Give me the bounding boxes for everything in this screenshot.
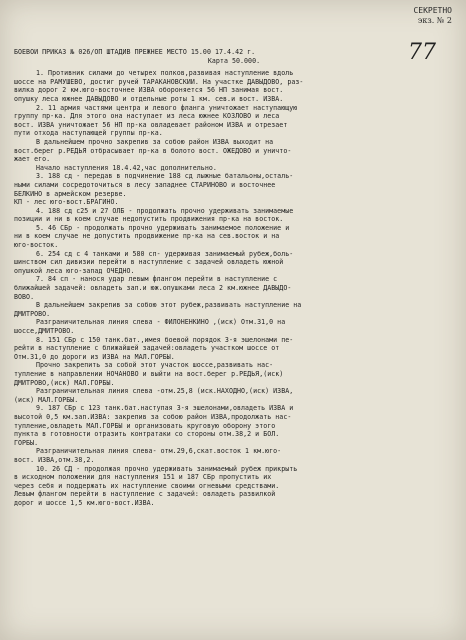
text-line: вост. ИЗВА,отм.38,2.	[14, 455, 95, 464]
stamp-label: СЕКРЕТНО	[413, 6, 452, 15]
text-line: КП - лес юго-вост.БРАГИНО.	[14, 198, 119, 207]
text-line: дорог и шоссе 1,5 км.юго-вост.ИЗВА.	[14, 498, 155, 507]
text-line: вост. ИЗВА уничтожает 56 НП пр-ка овладевает районом ИЗВА и отрезает	[14, 120, 288, 129]
text-line: позиции и ни в коем случае недопустить продвижения пр-ка на восток.	[14, 215, 284, 224]
text-line: юго-восток.	[14, 241, 59, 250]
text-line: шинством сил дивизии перейти в наступление с задачей овладеть южной	[14, 258, 284, 267]
text-line: группу пр-ка. Для этого она наступает из леса южнее КОЗЛОВО и леса	[14, 112, 280, 121]
text-line: ДМИТРОВО,(иск) МАЛ.ГОРБЫ.	[14, 378, 115, 387]
order-paragraph	[14, 361, 454, 387]
text-line: В дальнейшем прочно закрепив за собою район ИЗВА выходит на	[36, 137, 274, 146]
order-paragraph	[14, 138, 454, 164]
text-line: Разграничительная линия слева- отм.29,6,скат.восток 1 км.юго-	[36, 447, 282, 456]
map-reference: Карта 50.000.	[207, 56, 261, 65]
text-line: 6. 254 сд с 4 танками и 580 сп- удерживая занимаемый рубеж,боль-	[36, 249, 294, 258]
text-line: Отм.31,0 до дороги из ИЗВА на МАЛ.ГОРБЫ.	[14, 352, 175, 361]
order-text	[14, 48, 454, 507]
secrecy-stamp	[413, 6, 452, 26]
text-line: Левым флангом перейти в наступление с задачей: овладеть развилкой	[14, 490, 276, 499]
text-line: опушкой леса юго-запад ОЧЕДНО.	[14, 266, 135, 275]
text-line: тупление,овладеть МАЛ.ГОРБЫ и организовать круговую оборону этого	[14, 421, 276, 430]
text-line: В дальнейшем закрепив за собою этот рубеж,развивать наступление на	[36, 301, 302, 310]
text-line: опушку леса южнее ДАВЫДОВО и отдельные роты 1 км. сев.и вост. ИЗВА.	[14, 94, 284, 103]
text-line: жает его.	[14, 155, 51, 164]
text-line: Начало наступления 18.4.42,час дополнительно.	[36, 163, 217, 172]
order-paragraph	[14, 387, 454, 404]
text-line: вост.берег р.РЕДЬЯ отбрасывает пр-ка в болото вост. ОЖЕДОВО и уничто-	[14, 146, 292, 155]
text-line: высотой 0,5 км.зап.ИЗВА: закрепив за собою район ИЗВА,продолжать нас-	[14, 412, 292, 421]
text-line: в исходном положении для наступления 151 и 187 СБр пропустить их	[14, 473, 272, 482]
text-line: ближайшей задачей: овладеть зап.и юж.опушками леса 2 км.южнее ДАВЫДО-	[14, 284, 292, 293]
text-line: 1. Противник силами до четырех полков,развивая наступление вдоль	[36, 69, 294, 78]
order-paragraph	[14, 164, 454, 173]
order-paragraph	[14, 172, 454, 206]
text-line: пути отхода наступающей группы пр-ка.	[14, 129, 163, 138]
order-paragraph	[14, 447, 454, 464]
order-paragraph	[14, 465, 454, 508]
text-line: ДМИТРОВО.	[14, 309, 51, 318]
text-line: 5. 46 СБр - продолжать прочно удерживать занимаемое положение и	[36, 223, 290, 232]
text-line: шоссе,ДМИТРОВО.	[14, 327, 75, 335]
order-paragraph	[14, 250, 454, 276]
text-line: ни в коем случае не допустить продвижение пр-ка на сев.восток и на	[14, 232, 280, 241]
order-paragraph	[14, 318, 454, 335]
text-line: через себя и поддержать их наступление своими огневыми средствами.	[14, 481, 280, 490]
stamp-copy-number: экз. № 2	[417, 16, 452, 25]
text-line: 8. 151 СБр с 150 танк.бат.,имея боевой порядок 3-я эшелонами пе-	[36, 335, 294, 344]
text-line: БЕЛКИНО в армейском резерве.	[14, 189, 127, 198]
text-line: 9. 187 СБр с 123 танк.бат.наступая 3-я эшелонами,овладеть ИЗВА и	[36, 404, 294, 413]
text-line: Прочно закрепить за собой этот участок шоссе,развивать нас-	[36, 361, 274, 370]
text-line: вилка дорог 2 км.юго-восточнее ИЗВА обороняется 56 НП занимая вост.	[14, 86, 284, 95]
text-line: 4. 188 сд с25 и 27 ОЛБ - продолжать прочно удерживать занимаемые	[36, 206, 294, 215]
order-paragraph	[14, 104, 454, 138]
order-paragraph	[14, 69, 454, 103]
order-title: БОЕВОЙ ПРИКАЗ № 026/ОП ШТАДИВ ПРЕЖНЕЕ МЕСТО 15.00 17.4.42 г.	[14, 48, 256, 56]
order-paragraph	[14, 404, 454, 447]
order-paragraph	[14, 275, 454, 301]
text-line: рейти в наступление с ближайшей задачей:овладеть участком шоссе от	[14, 344, 280, 353]
text-line: 3. 188 сд - передав в подчинение 188 сд лыжные батальоны,осталь-	[36, 172, 294, 181]
page-number: 77	[408, 40, 436, 65]
order-paragraph	[14, 224, 454, 250]
text-line: 7. 84 сп - нанося удар левым флангом перейти в наступление с	[36, 275, 278, 284]
text-line: 10. 26 СД - продолжая прочно удерживать занимаемый рубеж прикрыть	[36, 464, 298, 473]
text-line: 2. 11 армия частями центра и левого фланга уничтожает наступающую	[36, 103, 298, 112]
text-line: ными силами сосредоточиться в лесу западнее СТАРИНОВО и восточнее	[14, 180, 276, 189]
order-paragraph	[14, 301, 454, 318]
text-line: Разграничительная линия слева -отм.25,8 (иск.НАХОДНО,(иск) ИЗВА,	[36, 387, 294, 396]
text-line: шоссе на РАМУШЕВО, достиг ручей ТАРАКАНОВСКИЙ. На участке ДАВЫДОВО, раз-	[14, 77, 304, 86]
text-line: ВОВО.	[14, 292, 35, 301]
text-line: (иск) МАЛ.ГОРБЫ.	[14, 395, 79, 404]
order-paragraph	[14, 207, 454, 224]
order-paragraphs	[14, 69, 454, 507]
text-line: ГОРБЫ.	[14, 438, 39, 447]
order-paragraph	[14, 336, 454, 362]
text-line: пункта в готовности отразить контратаки со стороны отм.38,2 и БОЛ.	[14, 430, 280, 439]
text-line: Разграничительная линия слева - ФИЛОНЕНКИНО ,(иск) Отм.31,0 на	[36, 318, 286, 327]
text-line: тупление в направлении НОЧАНОВО и выйти на вост.берег р.РЕДЬЯ,(иск)	[14, 369, 284, 378]
